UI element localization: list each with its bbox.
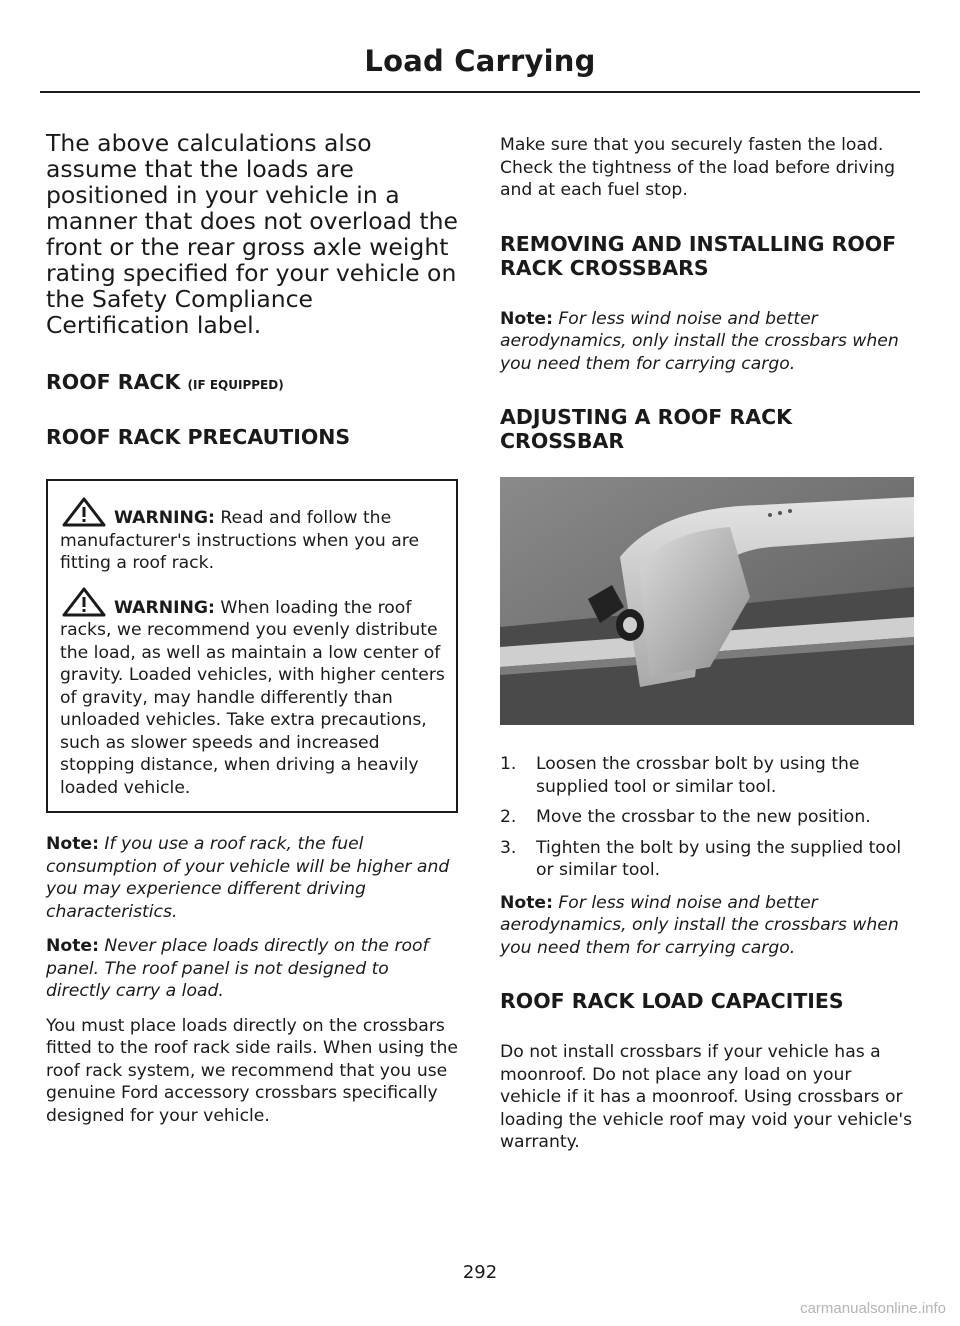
load-capacities-heading: ROOF RACK LOAD CAPACITIES — [500, 989, 844, 1013]
load-capacities-paragraph: Do not install crossbars if your vehicle has a moonroof. Do not place any load on your vehicle if it has a moonroof. Using crossbars or loading the vehicle roof may void your vehicle's warranty. — [500, 1042, 913, 1152]
step-item — [500, 806, 914, 829]
step-item — [500, 753, 914, 798]
adjusting-crossbar-heading: ADJUSTING A ROOF RACK CROSSBAR — [500, 405, 793, 453]
warning-text: When loading the roof racks, we recommend you evenly distribute the load, as well as maintain a low center of gravity. Loaded vehicles, with higher centers of gravity, may handle differently than unloaded vehicles. Take extra precautions, such as slower speeds and increased stopping distance, when driving a heavily loaded vehicle. — [60, 597, 445, 798]
step-item — [500, 837, 914, 882]
note-text: Never place loads directly on the roof panel. The roof panel is not designed to directly carry a load. — [46, 936, 429, 1001]
step-number: 2. — [500, 807, 517, 827]
note-label: Note: — [46, 834, 99, 854]
right-column — [500, 134, 914, 1166]
note-text: For less wind noise and better aerodynamics, only install the crossbars when you need them for carrying cargo. — [500, 308, 899, 374]
warning-label: WARNING: — [114, 597, 215, 618]
warning-text: Read and follow the manufacturer's instructions when you are fitting a roof rack. — [60, 508, 420, 573]
fasten-load-paragraph: Make sure that you securely fasten the load. Check the tightness of the load before driving and at each fuel stop. — [500, 135, 896, 200]
step-text: Loosen the crossbar bolt by using the supplied tool or similar tool. — [536, 754, 860, 797]
note-label: Note: — [46, 936, 99, 956]
warning-item — [60, 587, 448, 800]
warning-triangle-icon — [62, 497, 106, 527]
watermark: carmanualsonline.info — [800, 1300, 946, 1317]
adjust-steps-list — [500, 753, 914, 882]
note-fuel-consumption — [46, 833, 458, 923]
page-number: 292 — [462, 1262, 498, 1283]
step-text: Tighten the bolt by using the supplied tool or similar tool. — [536, 837, 902, 880]
header-rule — [40, 91, 920, 93]
note-text: For less wind noise and better aerodynamics, only install the crossbars when you need them for carrying cargo. — [500, 892, 899, 958]
note-label: Note: — [500, 892, 553, 913]
roof-rack-crossbar-photo — [500, 477, 914, 725]
crossbars-paragraph: You must place loads directly on the crossbars fitted to the roof rack side rails. When using the roof rack system, we recommend that you use genuine Ford accessory crossbars specifically designed for your vehicle. — [46, 1015, 458, 1126]
warning-box — [46, 479, 458, 813]
roof-rack-heading-text: ROOF RACK — [46, 370, 181, 394]
warning-item — [60, 497, 448, 575]
page-header-title: Load Carrying — [364, 44, 596, 78]
removing-installing-heading: REMOVING AND INSTALLING ROOF RACK CROSSBARS — [500, 231, 897, 280]
note-roof-panel — [46, 935, 458, 1003]
precautions-heading: ROOF RACK PRECAUTIONS — [46, 425, 351, 449]
warning-triangle-icon — [62, 587, 106, 617]
note-label: Note: — [500, 308, 553, 329]
roof-rack-heading — [46, 370, 458, 397]
intro-paragraph: The above calculations also assume that the loads are positioned in your vehicle in a manner that does not overload the front or the rear gross axle weight rating specified for your vehicle on the Safety Compliance Certification label. — [46, 129, 458, 339]
roof-rack-heading-suffix: (IF EQUIPPED) — [187, 378, 284, 392]
step-text: Move the crossbar to the new position. — [536, 807, 871, 827]
left-column — [46, 130, 458, 1139]
steps-note — [500, 892, 914, 960]
step-number: 1. — [500, 754, 517, 774]
step-number: 3. — [500, 837, 517, 858]
note-text: If you use a roof rack, the fuel consumption of your vehicle will be higher and you may experience different driving characteristics. — [46, 834, 450, 922]
warning-label: WARNING: — [114, 508, 215, 528]
removing-note — [500, 308, 914, 376]
